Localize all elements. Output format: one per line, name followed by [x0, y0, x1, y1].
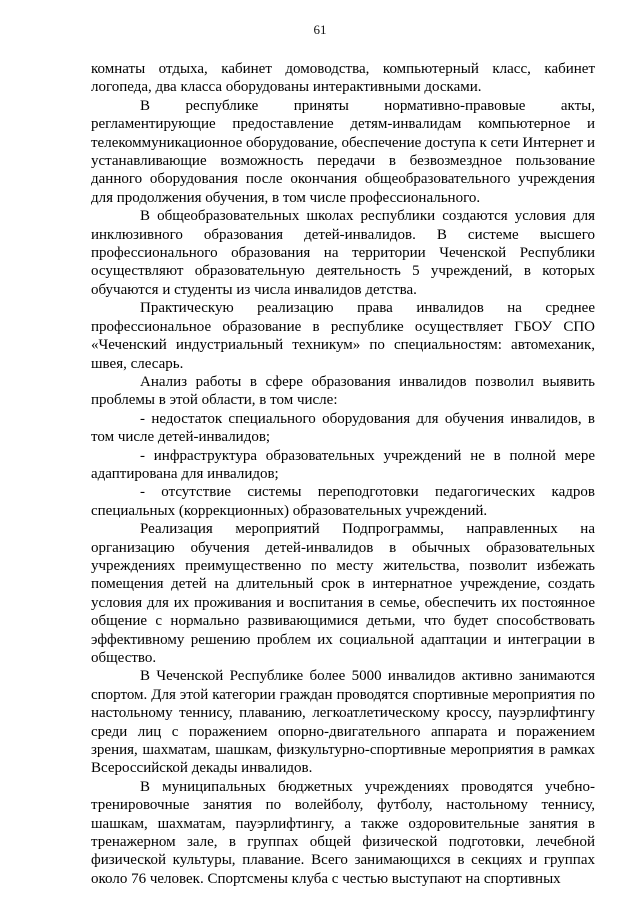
- paragraph-legal-acts: В республике приняты нормативно-правовые акты, регламентирующие предоставление детям-инвалидам компьютерное и телекоммуникационное оборудование, обеспечение доступа к сети Интернет и устанавливающие возможность передачи в безвозмездное пользование данного оборудования после окончания общеобразовательного учреждения для продолжения обучения, в том числе профессионального.: [91, 97, 595, 206]
- paragraph-vocational-education: Практическую реализацию права инвалидов на среднее профессиональное образование в республике осуществляет ГБОУ СПО «Чеченский индустриальный техникум» по специальностям: автомеханик, швея, слесарь.: [91, 300, 595, 372]
- paragraph-subprogram: Реализация мероприятий Подпрограммы, направленных на организацию обучения детей-инвалидов в обычных образовательных учреждениях преимущественно по месту жительства, позволит избежать помещения детей на длительный срок в интернатное учреждение, создать условия для их проживания и воспитания в семье, обеспечить их постоянное общение с нормально развивающимися детьми, что будет способствовать эффективному решению проблем их социальной адаптации и интеграции в общество.: [91, 521, 595, 666]
- list-item-retraining: - отсутствие системы переподготовки педагогических кадров специальных (коррекционных) образовательных учреждений.: [91, 484, 595, 519]
- page-number: 61: [313, 22, 327, 37]
- paragraph-inclusive-education: В общеобразовательных школах республики создаются условия для инклюзивного образования детей-инвалидов. В системе высшего профессионального образования на территории Чеченской Республики осуществляют образовательную деятельность 5 учреждений, в которых обучаются и студенты из числа инвалидов детства.: [91, 208, 595, 298]
- list-item-infrastructure: - инфраструктура образовательных учреждений не в полной мере адаптирована для инвалидов;: [91, 447, 595, 482]
- list-item-equipment: - недостаток специального оборудования для обучения инвалидов, в том числе детей-инвалидов;: [91, 410, 595, 446]
- paragraph-sport: В Чеченской Республике более 5000 инвалидов активно занимаются спортом. Для этой категории граждан проводятся спортивные мероприятия по настольному теннису, плаванию, легкоатлетическому кроссу, пауэрлифтингу среди лиц с поражением опорно-двигательного аппарата и поражением зрения, шахматам, шашкам, физкультурно-спортивные мероприятия в рамках Всероссийской декады инвалидов.: [91, 668, 595, 777]
- paragraph-municipal-sport: В муниципальных бюджетных учреждениях проводятся учебно-тренировочные занятия по волейболу, футболу, настольному теннису, шашкам, шахматам, пауэрлифтингу, а также оздоровительные занятия в тренажерном зале, в группах общей физической подготовки, лечебной физической культуры, плавание. Всего занимающихся в секциях и группах около 76 человек. Спортсмены клуба с честью выступают на спортивных: [91, 778, 595, 887]
- paragraph-analysis: Анализ работы в сфере образования инвалидов позволил выявить проблемы в этой области, в том числе:: [91, 373, 595, 409]
- body-text: [91, 60, 595, 888]
- paragraph-continuation: комнаты отдыха, кабинет домоводства, компьютерный класс, кабинет логопеда, два класса оборудованы интерактивными досками.: [91, 61, 595, 96]
